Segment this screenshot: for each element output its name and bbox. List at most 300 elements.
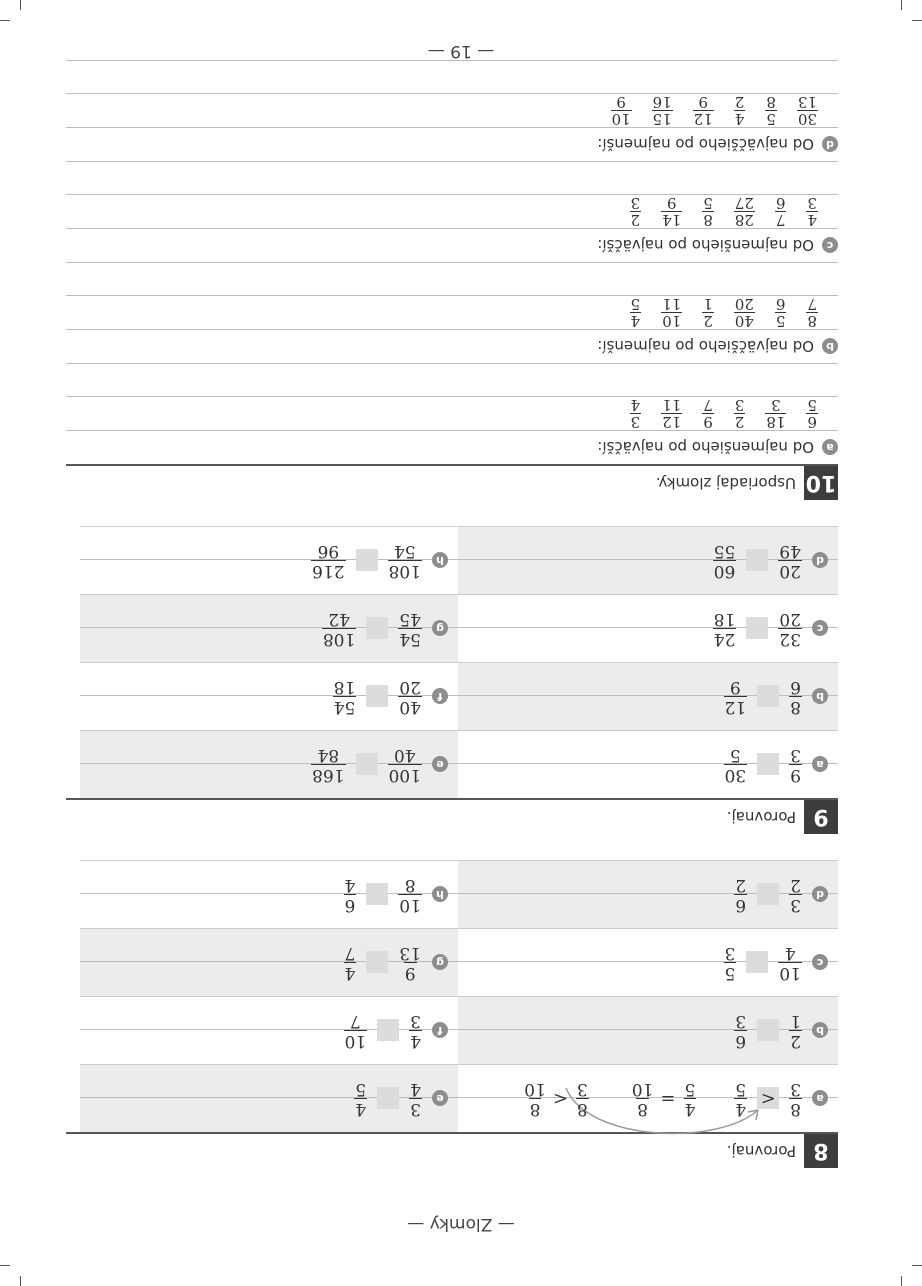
comparison-answer-box[interactable] (757, 1020, 779, 1042)
left-fraction (787, 677, 804, 716)
exercise-number: 10 (804, 466, 838, 500)
numerator: 40 (734, 312, 754, 330)
numerator: 168 (312, 765, 345, 785)
comparison-answer-box[interactable] (356, 754, 378, 776)
denominator: 7 (344, 943, 356, 963)
right-fraction (309, 745, 347, 784)
comparison-item-b (458, 662, 838, 730)
item-letter-badge: d (812, 887, 828, 903)
denominator: 2 (734, 93, 745, 111)
left-fraction (396, 875, 424, 914)
fraction (628, 296, 644, 329)
denominator: 3 (790, 1079, 801, 1099)
denominator: 7 (349, 1011, 361, 1031)
fraction (804, 397, 820, 430)
comparison-content (703, 609, 838, 648)
item-letter-badge: g (432, 621, 448, 637)
comparison-item-d (458, 860, 838, 928)
denominator: 49 (779, 541, 801, 561)
fractions-to-order (66, 295, 838, 329)
comparison-content (703, 541, 838, 580)
comparison-item-f (80, 996, 458, 1064)
denominator: 5 (684, 1079, 696, 1099)
exercise-number: 8 (804, 1134, 838, 1168)
example-equality (625, 1079, 699, 1118)
fraction (795, 94, 820, 127)
fraction (659, 296, 684, 329)
numerator: 30 (724, 765, 747, 785)
fraction (732, 397, 748, 430)
exercise-instruction: Porovnaj. (726, 1142, 796, 1160)
numerator: 40 (399, 697, 421, 717)
ordering-instruction: Od najväčšieho po najmenší: (597, 337, 814, 356)
crop-mark (901, 1276, 902, 1286)
comparison-content (344, 1079, 458, 1118)
left-fraction (776, 541, 804, 580)
exercise-10 (66, 60, 838, 500)
right-fraction (732, 1079, 749, 1118)
denominator: 3 (734, 396, 745, 414)
item-letter-badge: b (822, 339, 838, 355)
crop-mark (0, 1265, 10, 1266)
ordering-rows (66, 60, 838, 464)
comparison-content (714, 745, 838, 784)
exercise-header (66, 464, 838, 500)
fraction (700, 397, 716, 430)
denominator: 9 (616, 93, 626, 111)
denominator: 3 (790, 745, 801, 765)
comparison-item-b (458, 996, 838, 1064)
ordering-label-line (66, 127, 838, 161)
right-fraction (320, 609, 358, 648)
example-fraction (521, 1079, 549, 1118)
denominator: 5 (807, 396, 817, 414)
numerator: 2 (630, 211, 641, 229)
numerator: 4 (734, 110, 745, 128)
denominator: 3 (410, 1011, 421, 1031)
item-letter-badge: a (812, 1091, 828, 1107)
right-fraction (722, 943, 739, 982)
comparison-content (323, 677, 458, 716)
numerator: 8 (790, 697, 801, 717)
fraction (700, 195, 716, 228)
item-letter-badge: d (822, 137, 838, 153)
item-letter-badge: f (432, 1023, 448, 1039)
fractions-to-order (66, 396, 838, 430)
fraction (804, 195, 820, 228)
example-fraction (629, 1079, 657, 1118)
denominator: 5 (735, 1079, 747, 1099)
denominator: 20 (399, 677, 421, 697)
ordering-label-line (66, 329, 838, 363)
item-letter-badge: g (432, 955, 448, 971)
denominator: 3 (576, 1079, 588, 1099)
numerator: 8 (529, 1099, 541, 1119)
item-letter-badge: c (822, 238, 838, 254)
comparison-content (301, 541, 458, 580)
comparison-content (509, 1079, 838, 1118)
comparison-answer-box[interactable] (377, 1088, 399, 1110)
comparison-item-d (458, 526, 838, 594)
numerator: 4 (410, 1031, 421, 1051)
fraction (659, 195, 684, 228)
item-letter-badge: d (812, 553, 828, 569)
denominator: 54 (393, 541, 416, 561)
comparison-answer-box[interactable] (366, 952, 388, 974)
numerator: 8 (703, 211, 713, 229)
numerator: 10 (779, 963, 801, 983)
exercise-8 (66, 860, 838, 1168)
fraction (650, 94, 675, 127)
denominator: 42 (328, 609, 350, 629)
item-letter-badge: h (432, 553, 448, 569)
denominator: 4 (630, 396, 641, 414)
denominator: 7 (807, 295, 817, 313)
denominator: 9 (666, 194, 677, 212)
numerator: 4 (684, 1099, 696, 1119)
denominator: 5 (729, 745, 741, 765)
comparison-content (334, 875, 458, 914)
exercise-number: 9 (804, 800, 838, 834)
comparison-item-h (80, 526, 458, 594)
numerator: 216 (312, 561, 345, 581)
numerator: 2 (703, 312, 713, 330)
comparison-content (301, 745, 458, 784)
right-fraction (309, 541, 347, 580)
example-inequality (517, 1079, 591, 1118)
numerator: 10 (399, 895, 421, 915)
exercise-9 (66, 526, 838, 834)
denominator: 18 (333, 677, 356, 697)
left-fraction (787, 1079, 804, 1118)
right-fraction (732, 1011, 749, 1050)
denominator: 55 (713, 541, 736, 561)
fraction (763, 397, 788, 430)
denominator: 13 (797, 93, 817, 111)
exercise-instruction: Usporiadaj zlomky. (655, 474, 796, 492)
left-fraction (386, 541, 424, 580)
comparison-grid (66, 860, 838, 1132)
numerator: 28 (734, 211, 754, 229)
crop-mark (20, 1276, 21, 1286)
item-letter-badge: c (812, 955, 828, 971)
comparison-answer-box[interactable] (366, 884, 388, 906)
left-fraction (396, 677, 424, 716)
numerator: 3 (410, 1099, 421, 1119)
denominator: 6 (775, 194, 786, 212)
numerator: 2 (790, 1031, 801, 1051)
item-letter-badge: e (432, 757, 448, 773)
numerator: 3 (630, 413, 641, 431)
ordering-label-line (66, 228, 838, 262)
right-fraction (331, 677, 359, 716)
denominator: 40 (393, 745, 416, 765)
ordering-item-a (66, 363, 838, 464)
crop-mark (901, 0, 902, 10)
denominator: 2 (735, 875, 747, 895)
denominator: 5 (703, 194, 713, 212)
denominator: 13 (399, 943, 421, 963)
left-fraction (787, 745, 804, 784)
fraction (691, 94, 716, 127)
numerator: 4 (735, 1099, 747, 1119)
exercise-header (66, 1132, 838, 1168)
numerator: 12 (693, 110, 713, 128)
ordering-instruction: Od najväčšieho po najmenší: (597, 135, 814, 154)
relation-sign: = (660, 1088, 676, 1109)
ordering-label-line (66, 430, 838, 464)
item-letter-badge: h (432, 887, 448, 903)
denominator: 5 (355, 1079, 367, 1099)
denominator: 11 (662, 295, 682, 313)
comparison-content (714, 677, 838, 716)
denominator: 1 (790, 1011, 801, 1031)
right-fraction (711, 541, 739, 580)
left-fraction (407, 1079, 424, 1118)
answer-write-line[interactable] (66, 161, 838, 195)
numerator: 8 (576, 1099, 588, 1119)
comparison-item-e (80, 730, 458, 798)
fraction (773, 195, 789, 228)
right-fraction (342, 1011, 370, 1050)
example-fraction (574, 1079, 591, 1118)
numerator: 60 (713, 561, 736, 581)
fraction (804, 296, 820, 329)
comparison-answer-box[interactable] (757, 686, 779, 708)
answer-write-line[interactable] (66, 262, 838, 296)
denominator: 20 (779, 609, 801, 629)
fraction (773, 296, 789, 329)
numerator: 14 (662, 211, 682, 229)
denominator: 5 (630, 295, 641, 313)
numerator: 5 (766, 110, 776, 128)
left-fraction (787, 1011, 804, 1050)
left-fraction (776, 943, 804, 982)
comparison-content (724, 875, 838, 914)
denominator: 4 (784, 943, 796, 963)
denominator: 16 (652, 93, 672, 111)
denominator: 11 (662, 396, 682, 414)
numerator: 5 (775, 312, 786, 330)
denominator: 6 (775, 295, 786, 313)
denominator: 2 (790, 875, 801, 895)
comparison-answer-box[interactable] (757, 884, 779, 906)
denominator: 1 (703, 295, 713, 313)
fraction (732, 296, 757, 329)
numerator: 6 (735, 1031, 747, 1051)
ordering-item-c (66, 161, 838, 262)
numerator: 10 (344, 1031, 367, 1051)
comparison-item-g (80, 928, 458, 996)
numerator: 6 (344, 895, 356, 915)
fractions-to-order (66, 93, 838, 127)
numerator: 8 (637, 1099, 649, 1119)
left-fraction (396, 943, 424, 982)
comparison-answer-box[interactable] (366, 686, 388, 708)
numerator: 54 (333, 697, 356, 717)
comparison-content (334, 943, 458, 982)
comparison-content (714, 943, 838, 982)
numerator: 10 (611, 110, 631, 128)
numerator: 4 (355, 1099, 367, 1119)
denominator: 9 (729, 677, 741, 697)
comparison-item-e (80, 1064, 458, 1132)
fraction (628, 397, 644, 430)
relation-sign: < (552, 1088, 568, 1109)
denominator: 10 (524, 1079, 546, 1099)
ordering-item-d (66, 60, 838, 161)
denominator: 10 (631, 1079, 654, 1099)
numerator: 54 (399, 629, 421, 649)
denominator: 3 (630, 194, 641, 212)
denominator: 3 (724, 943, 736, 963)
fraction (659, 397, 684, 430)
numerator: 3 (790, 895, 801, 915)
denominator: 3 (771, 396, 781, 414)
numerator: 2 (734, 413, 745, 431)
comparison-answer-box[interactable]: < (757, 1088, 779, 1110)
denominator: 8 (766, 93, 776, 111)
comparison-answer-box[interactable] (746, 618, 768, 640)
comparison-answer-box[interactable] (366, 618, 388, 640)
ordering-instruction: Od najmenšieho po najväčší: (597, 438, 814, 457)
fraction (609, 94, 634, 127)
denominator: 4 (344, 875, 356, 895)
comparison-answer-box[interactable] (746, 952, 768, 974)
right-fraction (711, 609, 739, 648)
fraction (628, 195, 644, 228)
fraction (700, 296, 716, 329)
left-column (458, 526, 838, 798)
denominator: 3 (807, 194, 817, 212)
numerator: 108 (322, 629, 356, 649)
comparison-answer-box[interactable] (757, 754, 779, 776)
answer-write-line[interactable] (66, 60, 838, 94)
numerator: 4 (630, 312, 641, 330)
item-letter-badge: b (812, 1023, 828, 1039)
numerator: 12 (724, 697, 747, 717)
exercise-instruction: Porovnaj. (726, 808, 796, 826)
example-fraction (682, 1079, 699, 1118)
page-footer: — Zlomky — (407, 1214, 515, 1234)
item-letter-badge: a (822, 440, 838, 456)
denominator: 84 (317, 745, 340, 765)
denominator: 20 (734, 295, 754, 313)
numerator: 5 (724, 963, 736, 983)
item-letter-badge: e (432, 1091, 448, 1107)
comparison-answer-box[interactable] (746, 550, 768, 572)
left-column (458, 860, 838, 1132)
numerator: 8 (807, 312, 817, 330)
comparison-item-f (80, 662, 458, 730)
comparison-content (724, 1011, 838, 1050)
numerator: 30 (797, 110, 817, 128)
comparison-content (312, 609, 458, 648)
denominator: 8 (404, 875, 416, 895)
numerator: 7 (775, 211, 786, 229)
fractions-to-order (66, 194, 838, 228)
numerator: 10 (662, 312, 682, 330)
numerator: 6 (735, 895, 747, 915)
answer-write-line[interactable] (66, 363, 838, 397)
numerator: 4 (344, 963, 356, 983)
item-letter-badge: f (432, 689, 448, 705)
comparison-item-a (458, 730, 838, 798)
right-column (80, 526, 458, 798)
numerator: 32 (779, 629, 801, 649)
right-fraction (722, 745, 750, 784)
ordering-instruction: Od najmenšieho po najväčší: (597, 236, 814, 255)
numerator: 15 (652, 110, 672, 128)
right-fraction (732, 875, 749, 914)
numerator: 9 (404, 963, 416, 983)
item-letter-badge: a (812, 757, 828, 773)
numerator: 18 (766, 413, 786, 431)
left-fraction (787, 875, 804, 914)
comparison-answer-box[interactable] (356, 550, 378, 572)
left-fraction (386, 745, 424, 784)
numerator: 4 (807, 211, 817, 229)
ordering-item-b (66, 262, 838, 363)
comparison-grid (66, 526, 838, 798)
denominator: 3 (735, 1011, 747, 1031)
denominator: 96 (317, 541, 340, 561)
comparison-content (334, 1011, 458, 1050)
numerator: 20 (779, 561, 801, 581)
denominator: 18 (713, 609, 736, 629)
crop-mark (912, 1265, 922, 1266)
numerator: 6 (807, 413, 817, 431)
crop-mark (0, 20, 10, 21)
numerator: 9 (703, 413, 713, 431)
fraction (732, 195, 757, 228)
numerator: 12 (662, 413, 682, 431)
comparison-item-c (458, 594, 838, 662)
numerator: 108 (388, 561, 421, 581)
left-fraction (407, 1011, 424, 1050)
exercise-header (66, 798, 838, 834)
left-fraction (396, 609, 424, 648)
denominator: 4 (410, 1079, 421, 1099)
numerator: 100 (388, 765, 421, 785)
fraction (763, 94, 779, 127)
denominator: 7 (703, 396, 713, 414)
numerator: 8 (790, 1099, 801, 1119)
denominator: 9 (698, 93, 709, 111)
item-letter-badge: c (812, 621, 828, 637)
right-fraction (342, 875, 359, 914)
denominator: 27 (734, 194, 754, 212)
fraction (732, 94, 748, 127)
numerator: 9 (790, 765, 801, 785)
right-fraction (342, 943, 359, 982)
comparison-item-a (458, 1064, 838, 1132)
page-number: — 19 — (427, 41, 495, 61)
comparison-item-g (80, 594, 458, 662)
denominator: 45 (399, 609, 421, 629)
right-fraction (352, 1079, 369, 1118)
denominator: 6 (790, 677, 801, 697)
comparison-answer-box[interactable] (377, 1020, 399, 1042)
right-column (80, 860, 458, 1132)
crop-mark (912, 20, 922, 21)
right-fraction (722, 677, 750, 716)
crop-mark (20, 0, 21, 10)
numerator: 24 (713, 629, 736, 649)
item-letter-badge: b (812, 689, 828, 705)
left-fraction (776, 609, 804, 648)
comparison-item-h (80, 860, 458, 928)
